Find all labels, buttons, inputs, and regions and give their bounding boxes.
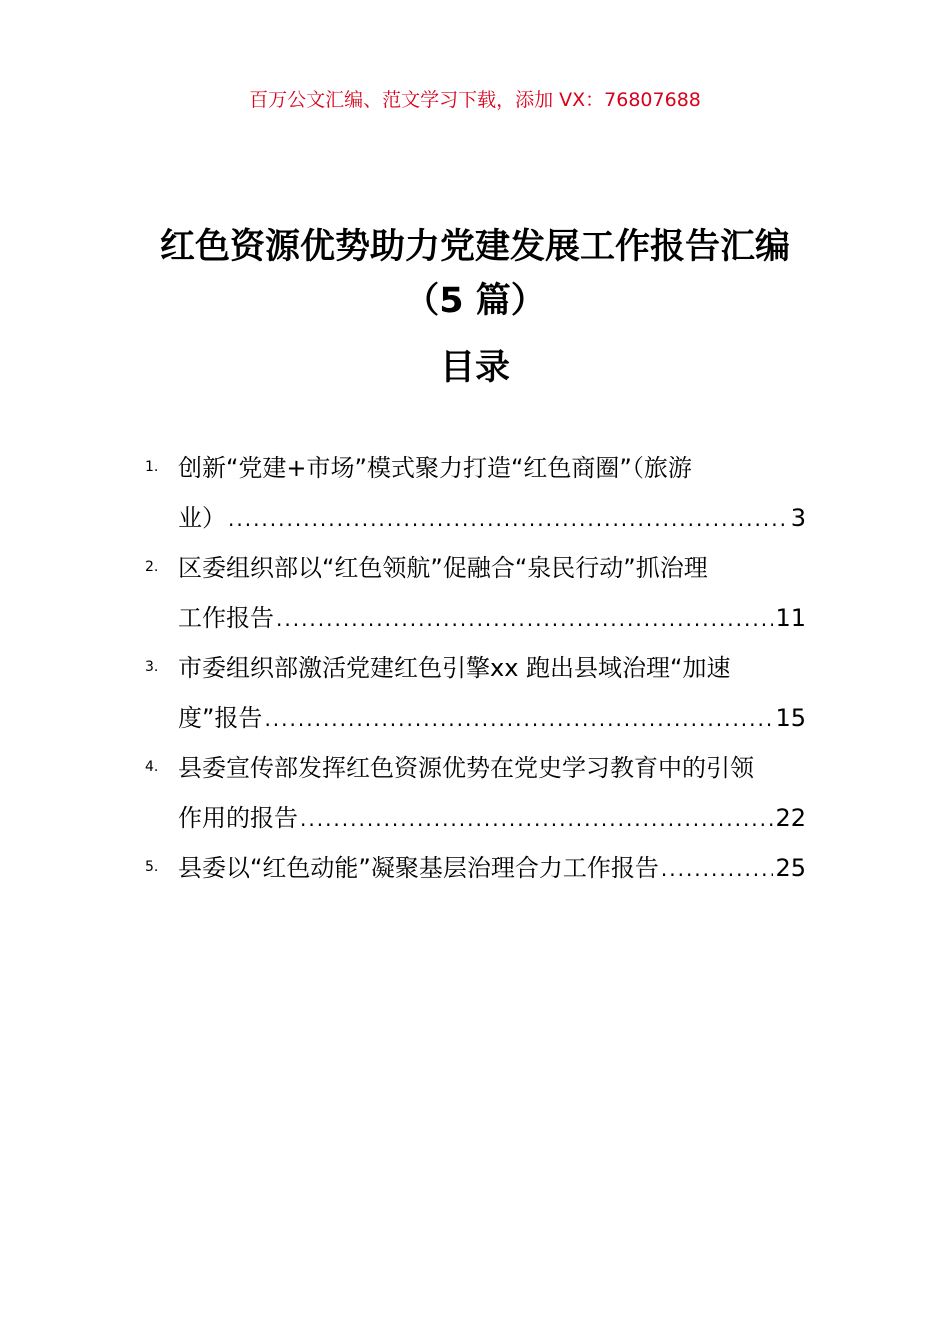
- toc-leader-dots: [264, 694, 773, 743]
- toc-entry-number: 4.: [145, 759, 159, 775]
- toc-entry-title-end: 作用的报告: [178, 804, 298, 832]
- toc-page-number: 11: [775, 604, 806, 632]
- toc-entry-title: 区委组织部以“红色领航”促融合“泉民行动”抓治理: [178, 554, 708, 582]
- toc-leader-dots: [300, 794, 773, 843]
- toc-entry-title: 创新“党建+市场”模式聚力打造“红色商圈”（旅游: [178, 454, 692, 482]
- toc-entry-1[interactable]: [140, 443, 806, 543]
- toc-entry-title-cont: [178, 843, 806, 893]
- toc-entry-number: 5.: [145, 859, 159, 875]
- toc-entry-5[interactable]: [140, 843, 806, 893]
- toc-entry-number: 2.: [145, 559, 159, 575]
- title-line-1: 红色资源优势助力党建发展工作报告汇编: [159, 227, 790, 267]
- toc-leader-dots: [228, 494, 789, 543]
- toc-leader-dots: [661, 844, 774, 893]
- toc-entry-title-end: 工作报告: [178, 604, 274, 632]
- table-of-contents: [140, 443, 806, 893]
- toc-page-number: 3: [790, 504, 806, 532]
- toc-heading: 目录: [439, 348, 510, 388]
- toc-entry-title-end: 度”报告: [178, 704, 263, 732]
- toc-entry-title-cont: [178, 593, 806, 643]
- toc-entry-title: 县委以“红色动能”凝聚基层治理合力工作报告: [178, 854, 659, 882]
- toc-page-number: 25: [775, 854, 806, 882]
- toc-leader-dots: [276, 594, 773, 643]
- toc-entry-title-cont: [178, 493, 806, 543]
- toc-page-number: 15: [775, 704, 806, 732]
- toc-entry-number: 3.: [145, 659, 159, 675]
- toc-entry-title: 县委宣传部发挥红色资源优势在党史学习教育中的引领: [178, 754, 754, 782]
- toc-entry-title: 市委组织部激活党建红色引擎xx 跑出县域治理“加速: [178, 654, 731, 682]
- toc-entry-title-end: 业）: [178, 504, 226, 532]
- toc-entry-title-cont: [178, 793, 806, 843]
- toc-page-number: 22: [775, 804, 806, 832]
- toc-entry-number: 1.: [145, 459, 159, 475]
- document-title: [0, 220, 950, 328]
- title-line-2: （5 篇）: [404, 281, 546, 321]
- toc-entry-2[interactable]: [140, 543, 806, 643]
- header-watermark-text: 百万公文汇编、范文学习下载，添加 VX：76807688: [249, 89, 701, 111]
- toc-entry-title-cont: [178, 693, 806, 743]
- toc-entry-4[interactable]: [140, 743, 806, 843]
- toc-entry-3[interactable]: [140, 643, 806, 743]
